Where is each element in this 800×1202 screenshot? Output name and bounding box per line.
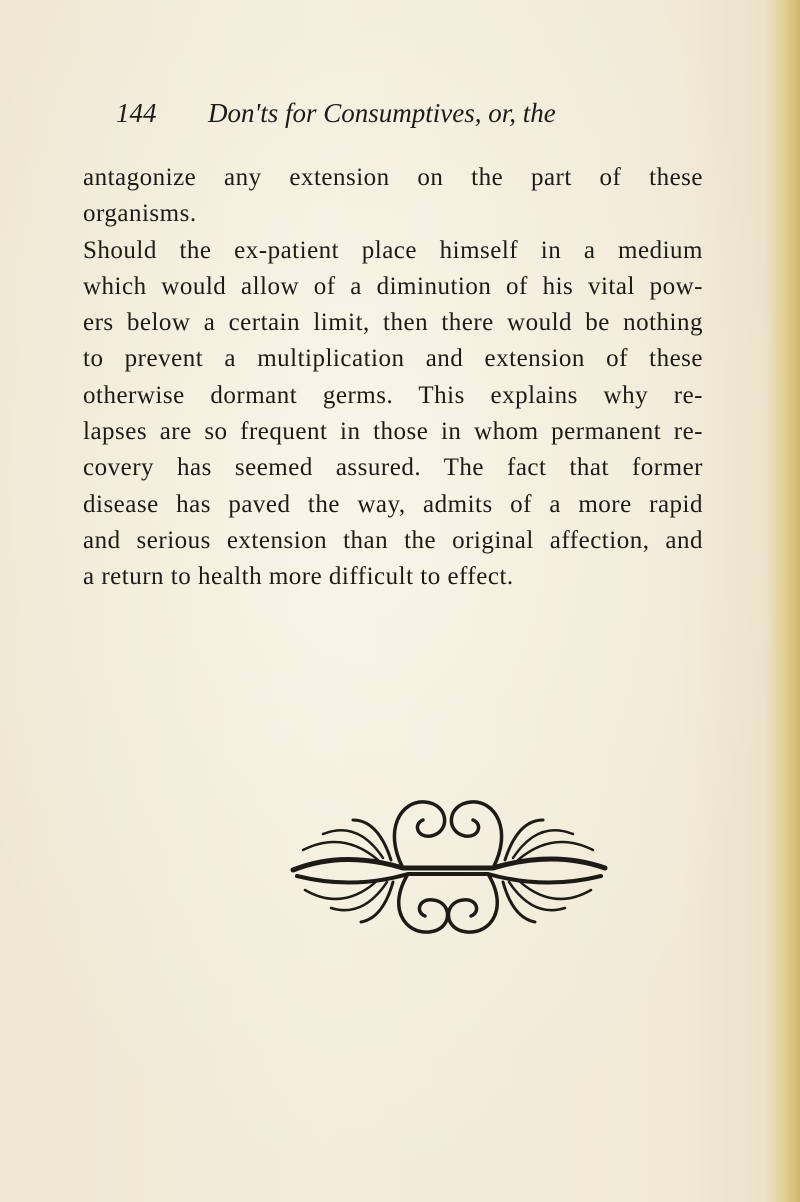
scroll-flourish-ornament-icon (283, 790, 613, 940)
page-number: 144 (116, 98, 157, 128)
text-line: and serious extension than the original affection, and (83, 526, 703, 554)
text-line: covery has seemed assured. The fact that former (83, 454, 703, 482)
running-header (116, 98, 676, 138)
text-line: a return to health more difficult to effect. (83, 563, 514, 591)
text-line: which would allow of a diminution of his vital pow- (83, 272, 703, 300)
page-edge-shadow (766, 0, 800, 1202)
text-line: disease has paved the way, admits of a more rapid (83, 490, 703, 518)
text-line: Should the ex-patient place himself in a medium (83, 236, 703, 264)
body-text (83, 160, 703, 596)
text-line: ers below a certain limit, then there would be nothing (83, 309, 703, 337)
text-line: to prevent a multiplication and extension of these (83, 345, 703, 373)
text-line: antagonize any extension on the part of these (83, 164, 703, 191)
text-line: otherwise dormant germs. This explains why re- (83, 381, 703, 409)
text-line: lapses are so frequent in those in whom permanent re- (83, 418, 703, 446)
text-line: organisms. (83, 200, 197, 228)
running-title: Don'ts for Consumptives, or, the (208, 98, 556, 128)
